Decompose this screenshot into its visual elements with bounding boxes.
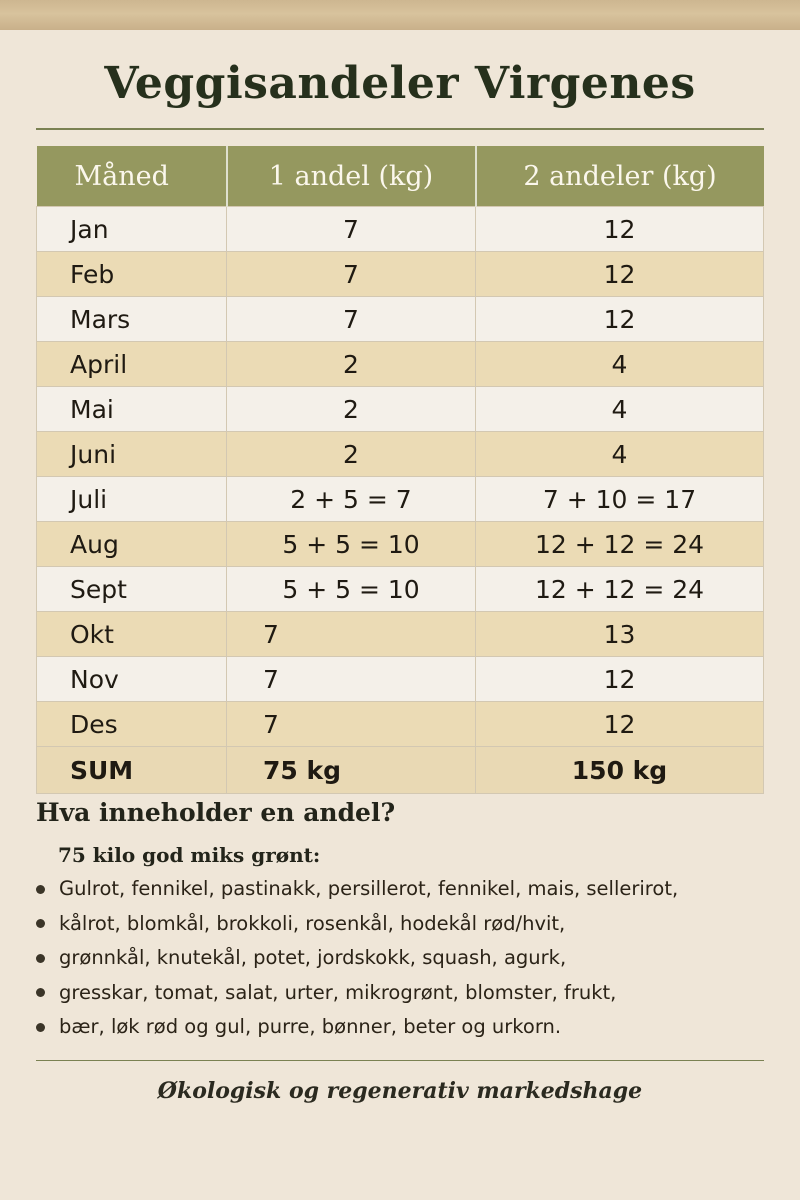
table-row — [37, 522, 764, 567]
month-cell: April — [37, 342, 227, 387]
one-share-cell: 7 — [227, 657, 476, 702]
header-one-share: 1 andel (kg) — [227, 146, 476, 207]
table-row — [37, 207, 764, 252]
two-shares-cell: 4 — [476, 432, 764, 477]
month-cell: Okt — [37, 612, 227, 657]
two-shares-cell: 13 — [476, 612, 764, 657]
bullet-icon — [36, 954, 45, 963]
bullet-icon — [36, 1023, 45, 1032]
two-shares-cell: 12 — [476, 252, 764, 297]
contents-list — [36, 872, 776, 1045]
table-header-row — [37, 146, 764, 207]
one-share-cell: 2 + 5 = 7 — [227, 477, 476, 522]
table-row — [37, 342, 764, 387]
list-item-text: kålrot, blomkål, brokkoli, rosenkål, hodekål rød/hvit, — [59, 911, 566, 935]
list-item — [36, 907, 776, 942]
two-shares-cell: 12 + 12 = 24 — [476, 522, 764, 567]
month-cell: Aug — [37, 522, 227, 567]
table-row — [37, 432, 764, 477]
footer-divider — [36, 1060, 764, 1061]
sum-one-share: 75 kg — [227, 747, 476, 794]
list-item — [36, 976, 776, 1011]
one-share-cell: 7 — [227, 207, 476, 252]
one-share-cell: 7 — [227, 612, 476, 657]
two-shares-cell: 4 — [476, 387, 764, 432]
wood-background-strip — [0, 0, 800, 30]
title-divider — [36, 128, 764, 130]
one-share-cell: 2 — [227, 387, 476, 432]
two-shares-cell: 12 — [476, 657, 764, 702]
share-schedule-table — [36, 146, 764, 794]
month-cell: Juni — [37, 432, 227, 477]
list-item-text: gresskar, tomat, salat, urter, mikrogrønt, blomster, frukt, — [59, 980, 617, 1004]
list-item — [36, 1010, 776, 1045]
one-share-cell: 2 — [227, 342, 476, 387]
list-item-text: Gulrot, fennikel, pastinakk, persillerot, fennikel, mais, sellerirot, — [59, 877, 679, 900]
table-row — [37, 477, 764, 522]
month-cell: Mars — [37, 297, 227, 342]
sum-row — [37, 747, 764, 794]
one-share-cell: 5 + 5 = 10 — [227, 567, 476, 612]
bullet-icon — [36, 988, 45, 997]
one-share-cell: 2 — [227, 432, 476, 477]
two-shares-cell: 12 + 12 = 24 — [476, 567, 764, 612]
table-row — [37, 612, 764, 657]
month-cell: Jan — [37, 207, 227, 252]
two-shares-cell: 7 + 10 = 17 — [476, 477, 764, 522]
month-cell: Feb — [37, 252, 227, 297]
table-row — [37, 297, 764, 342]
table-row — [37, 657, 764, 702]
two-shares-cell: 12 — [476, 297, 764, 342]
list-item-text: grønnkål, knutekål, potet, jordskokk, squash, agurk, — [59, 946, 567, 969]
one-share-cell: 7 — [227, 297, 476, 342]
month-cell: Mai — [37, 387, 227, 432]
table-row — [37, 702, 764, 747]
list-item-text: bær, løk rød og gul, purre, bønner, beter og urkorn. — [59, 1015, 562, 1038]
header-month: Måned — [37, 146, 227, 207]
page-title: Veggisandeler Virgenes — [104, 58, 696, 109]
two-shares-cell: 12 — [476, 702, 764, 747]
one-share-cell: 7 — [227, 252, 476, 297]
table-row — [37, 387, 764, 432]
list-item — [36, 872, 776, 907]
sum-label: SUM — [37, 747, 227, 794]
table-row — [37, 567, 764, 612]
bullet-icon — [36, 885, 45, 894]
two-shares-cell: 12 — [476, 207, 764, 252]
two-shares-cell: 4 — [476, 342, 764, 387]
one-share-cell: 7 — [227, 702, 476, 747]
month-cell: Nov — [37, 657, 227, 702]
table-row — [37, 252, 764, 297]
footer-tagline: Økologisk og regenerativ markedshage — [157, 1078, 643, 1104]
header-two-shares: 2 andeler (kg) — [476, 146, 764, 207]
contents-heading: Hva inneholder en andel? — [36, 798, 396, 827]
contents-subheading: 75 kilo god miks grønt: — [58, 843, 321, 867]
month-cell: Sept — [37, 567, 227, 612]
month-cell: Des — [37, 702, 227, 747]
bullet-icon — [36, 919, 45, 928]
month-cell: Juli — [37, 477, 227, 522]
sum-two-shares: 150 kg — [476, 747, 764, 794]
one-share-cell: 5 + 5 = 10 — [227, 522, 476, 567]
list-item — [36, 941, 776, 976]
